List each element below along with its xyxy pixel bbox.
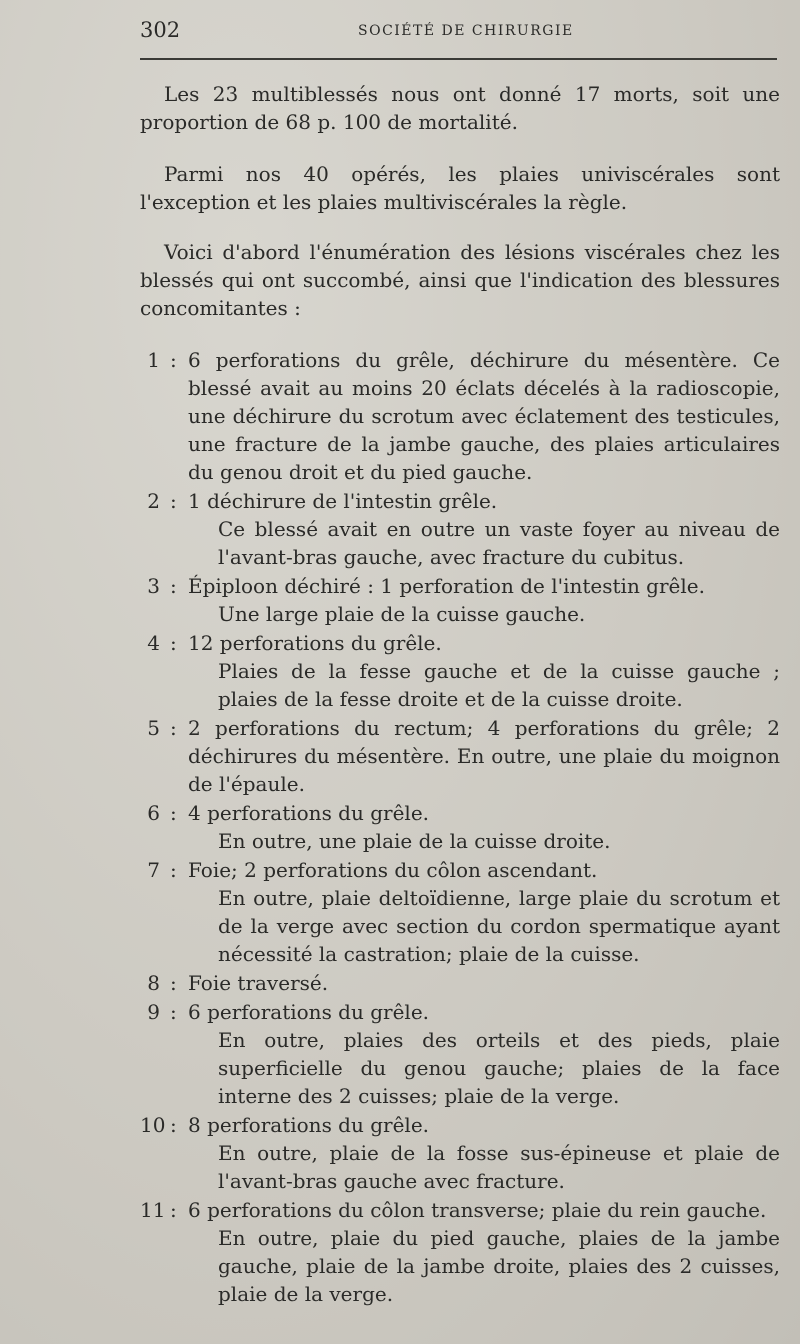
entry-concomitant-wounds: Ce blessé avait en outre un vaste foyer au niveau de l'avant-bras gauche, avec fracture du cubitus. [218,517,780,569]
entry-colon: : [170,1000,177,1024]
entry-concomitant-wounds: En outre, plaies des orteils et des pieds, plaie superficielle du genou gauche; plaies de la face interne des 2 cuisses; plaie de la verge. [218,1028,780,1108]
entry-colon: : [170,631,177,655]
entry-number: 9 [147,1000,160,1024]
lesion-entry [140,799,780,855]
entry-number: 5 [147,716,160,740]
paragraph-enumeration: Voici d'abord l'énumération des lésions viscérales chez les blessés qui ont succombé, ainsi que l'indication des blessures concomitantes : [140,240,780,320]
header-rule [140,58,777,60]
entry-concomitant-wounds: En outre, une plaie de la cuisse droite. [218,829,611,853]
paragraph-mortality: Les 23 multiblessés nous ont donné 17 morts, soit une proportion de 68 p. 100 de mortalité. [140,82,780,134]
lesion-entry [140,346,780,486]
lesion-entry [140,998,780,1110]
lesion-entry [140,572,780,628]
entry-colon: : [170,716,177,740]
entry-lesions: 12 perforations du grêle. [188,631,442,655]
entry-concomitant-wounds: En outre, plaie deltoïdienne, large plaie du scrotum et de la verge avec section du cordon spermatique ayant nécessité la castration; plaie de la cuisse. [218,886,780,966]
entry-colon: : [170,348,177,372]
entry-lesions: 6 perforations du grêle. [188,1000,430,1024]
page-number: 302 [140,18,181,42]
paragraph-operated: Parmi nos 40 opérés, les plaies univiscérales sont l'exception et les plaies multiviscérales la règle. [140,162,780,214]
entry-number: 6 [147,801,160,825]
entry-number: 10 [140,1113,166,1137]
lesion-entry [140,1111,780,1195]
entry-lesions: Foie; 2 perforations du côlon ascendant. [188,858,598,882]
entry-number: 1 [147,348,160,372]
entry-number: 3 [147,574,160,598]
entry-lesions: 6 perforations du côlon transverse; plaie du rein gauche. [188,1198,767,1222]
entry-number: 11 [140,1198,166,1222]
entry-colon: : [170,489,177,513]
entry-concomitant-wounds: Une large plaie de la cuisse gauche. [218,602,586,626]
entry-lesions: 6 perforations du grêle, déchirure du mésentère. Ce blessé avait au moins 20 éclats décelés à la radioscopie, une déchirure du scrotum avec éclatement des testicules, une fracture de la jambe gauche, des plaies articulaires du genou droit et du pied gauche. [188,348,780,484]
lesion-entry [140,629,780,713]
entry-concomitant-wounds: Plaies de la fesse gauche et de la cuisse gauche ; plaies de la fesse droite et de la cuisse droite. [218,659,780,711]
entry-lesions: 1 déchirure de l'intestin grêle. [188,489,498,513]
entry-number: 7 [147,858,160,882]
lesion-entry [140,487,780,571]
lesion-entry [140,714,780,798]
entry-number: 2 [147,489,160,513]
entry-colon: : [170,1198,177,1222]
entry-lesions: Épiploon déchiré : 1 perforation de l'intestin grêle. [188,574,705,598]
entry-concomitant-wounds: En outre, plaie du pied gauche, plaies de la jambe gauche, plaie de la jambe droite, plaies des 2 cuisses, plaie de la verge. [218,1226,780,1306]
entry-lesions: 4 perforations du grêle. [188,801,430,825]
entry-lesions: 2 perforations du rectum; 4 perforations du grêle; 2 déchirures du mésentère. En outre, une plaie du moignon de l'épaule. [188,716,780,796]
entry-lesions: Foie traversé. [188,971,329,995]
entry-colon: : [170,574,177,598]
entry-concomitant-wounds: En outre, plaie de la fosse sus-épineuse et plaie de l'avant-bras gauche avec fracture. [218,1141,780,1193]
entry-colon: : [170,858,177,882]
lesion-list [140,346,780,1309]
entry-lesions: 8 perforations du grêle. [188,1113,430,1137]
entry-colon: : [170,971,177,995]
page-header [0,18,800,52]
lesion-entry [140,969,780,997]
lesion-entry [140,1196,780,1308]
entry-colon: : [170,801,177,825]
lesion-entry [140,856,780,968]
running-head: SOCIÉTÉ DE CHIRURGIE [358,23,574,39]
entry-number: 4 [147,631,160,655]
entry-number: 8 [147,971,160,995]
entry-colon: : [170,1113,177,1137]
